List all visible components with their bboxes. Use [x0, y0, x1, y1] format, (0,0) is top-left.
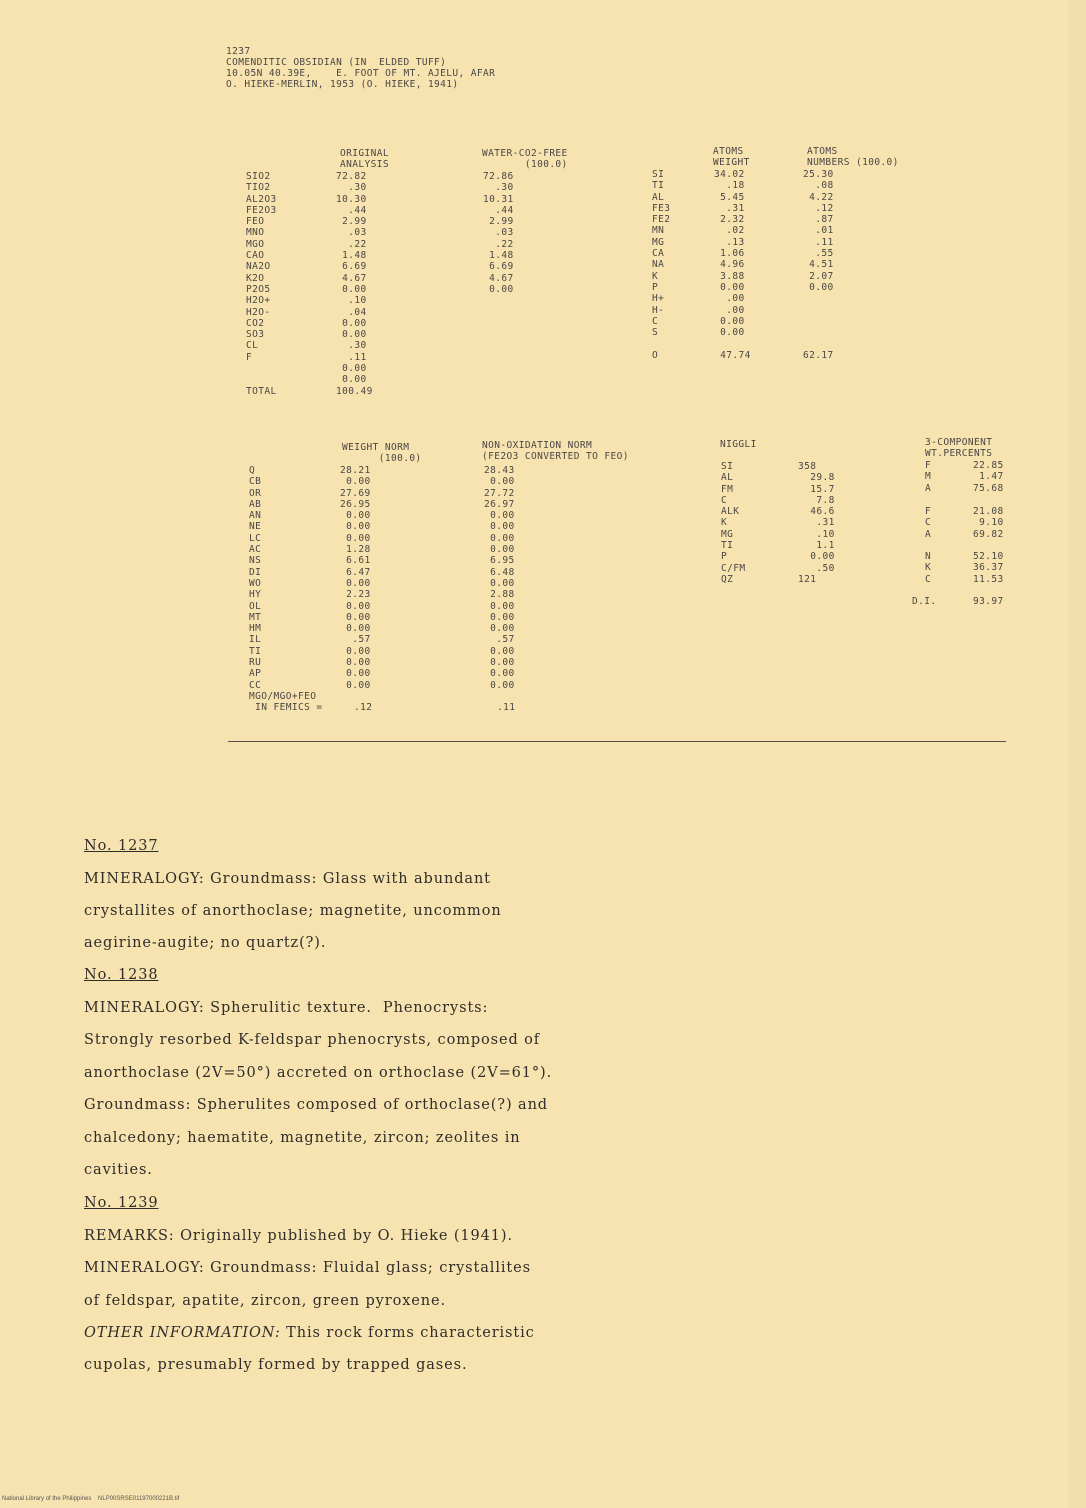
note-1238-line: Strongly resorbed K-feldspar phenocrysts, composed of: [84, 1032, 541, 1048]
water-free-value: 10.31: [483, 193, 514, 205]
atoms-weight-value: 34.02: [714, 169, 745, 180]
weight-norm-value: 0.00: [340, 645, 371, 657]
niggli-label: MG: [721, 528, 734, 540]
water-free-heading: WATER-CO2-FREE (100.0): [482, 148, 568, 171]
note-1239-line: MINERALOGY: Groundmass: Fluidal glass; crystallites: [84, 1260, 531, 1276]
niggli-label: P: [721, 551, 728, 563]
atoms-numbers-value: [803, 316, 834, 327]
oxide-labels-column: [246, 171, 277, 397]
three-component-value: 11.53: [973, 573, 1004, 585]
mineral-label: CB: [249, 476, 262, 488]
oxide-label: MGO: [246, 238, 265, 250]
three-component-label: F: [925, 460, 932, 471]
three-component-label: M: [925, 471, 932, 483]
note-1239-line: of feldspar, apatite, zircon, green pyroxene.: [84, 1293, 447, 1309]
original-value: 2.99: [336, 216, 367, 228]
oxide-label: H2O-: [246, 306, 271, 318]
oxide-label: FE2O3: [246, 204, 277, 216]
niggli-value: 7.8: [798, 494, 835, 506]
atoms-numbers-value: 25.30: [803, 169, 834, 180]
three-component-value: 1.47: [973, 471, 1004, 483]
di-value: 93.97: [973, 596, 1004, 607]
niggli-value: .31: [798, 517, 835, 529]
weight-norm-value: 6.61: [340, 555, 371, 567]
weight-norm-value: 28.21: [340, 465, 371, 476]
mineral-label: AB: [249, 498, 262, 510]
weight-norm-value: 2.23: [340, 589, 371, 601]
non-oxidation-norm-value: 28.43: [484, 465, 515, 476]
element-label: K: [652, 270, 659, 282]
oxide-label: NA2O: [246, 261, 271, 273]
atoms-weight-value: .31: [714, 202, 745, 214]
element-label: MG: [652, 236, 665, 248]
original-values-column: [336, 171, 373, 397]
original-value: 4.67: [336, 272, 367, 284]
atoms-weight-value: .13: [714, 236, 745, 248]
atoms-numbers-heading: ATOMS NUMBERS (100.0): [807, 146, 899, 169]
atoms-weight-value: 1.06: [714, 248, 745, 260]
water-free-values-column: [483, 171, 514, 295]
three-component-value: 21.08: [973, 506, 1004, 517]
atoms-weight-value: .00: [714, 293, 745, 305]
atoms-numbers-value: [803, 305, 834, 316]
mg-ratio-weight-norm: .12: [354, 702, 373, 713]
atoms-numbers-value: .01: [803, 225, 834, 237]
atoms-weight-value: 5.45: [714, 191, 745, 203]
three-component-value: 75.68: [973, 482, 1004, 494]
weight-norm-value: 0.00: [340, 577, 371, 589]
weight-norm-value: 26.95: [340, 498, 371, 510]
atoms-numbers-value: .12: [803, 202, 834, 214]
niggli-value: .50: [798, 562, 835, 574]
non-oxidation-norm-value: 0.00: [484, 623, 515, 635]
non-oxidation-norm-value: 0.00: [484, 657, 515, 669]
three-component-label: F: [925, 506, 932, 517]
weight-norm-value: 6.47: [340, 566, 371, 578]
weight-norm-value: 0.00: [340, 521, 371, 533]
atoms-weight-value: .00: [714, 304, 745, 316]
mineral-label: AC: [249, 544, 262, 556]
non-oxidation-norm-value: 2.88: [484, 589, 515, 601]
atoms-weight-heading: ATOMS WEIGHT: [713, 146, 750, 169]
weight-norm-value: 0.00: [340, 476, 371, 488]
water-free-value: 72.86: [483, 171, 514, 182]
niggli-label: C/FM: [721, 562, 746, 574]
three-component-labels: [925, 506, 931, 540]
niggli-heading: NIGGLI: [720, 439, 757, 450]
mineral-labels-column: [249, 465, 261, 691]
element-label: S: [652, 327, 659, 339]
weight-norm-value: 0.00: [340, 623, 371, 635]
atoms-numbers-value: 62.17: [803, 349, 834, 361]
non-oxidation-norm-value: 0.00: [484, 521, 515, 533]
mineral-label: Q: [249, 465, 256, 476]
note-1239-line: cupolas, presumably formed by trapped gases.: [84, 1357, 468, 1373]
oxide-label: TIO2: [246, 182, 271, 194]
reference: O. HIEKE-MERLIN, 1953 (O. HIEKE, 1941): [226, 79, 459, 90]
rock-name: COMENDITIC OBSIDIAN (IN ELDED TUFF): [226, 57, 447, 68]
atoms-weight-value: 3.88: [714, 270, 745, 282]
element-label: [652, 338, 670, 349]
location: 10.05N 40.39E, E. FOOT OF MT. AJELU, AFAR: [226, 68, 496, 79]
oxide-label: [246, 374, 277, 385]
three-component-heading: 3-COMPONENT WT.PERCENTS: [925, 437, 993, 460]
weight-norm-value: 0.00: [340, 611, 371, 623]
note-1238-line: cavities.: [84, 1162, 153, 1178]
note-1237-heading: No. 1237: [84, 838, 159, 854]
atoms-numbers-value: 4.22: [803, 191, 834, 203]
element-label: H+: [652, 293, 665, 305]
atoms-numbers-value: [803, 338, 834, 349]
three-component-label: K: [925, 562, 932, 574]
mineral-label: HY: [249, 589, 262, 601]
atoms-weight-value: [714, 338, 751, 349]
original-analysis-heading: ORIGINAL ANALYSIS: [340, 148, 389, 171]
note-1237-line: aegirine-augite; no quartz(?).: [84, 935, 327, 951]
non-oxidation-norm-value: 0.00: [484, 476, 515, 488]
weight-norm-value: 0.00: [340, 679, 371, 691]
element-label: C: [652, 315, 659, 327]
note-1238-line: anorthoclase (2V=50°) accreted on orthoclase (2V=61°).: [84, 1065, 553, 1081]
niggli-value: .10: [798, 528, 835, 540]
other-information-label: OTHER INFORMATION:: [84, 1325, 281, 1341]
three-component-labels: [925, 551, 931, 585]
niggli-value: 29.8: [798, 472, 835, 484]
mineral-label: MT: [249, 611, 262, 623]
non-oxidation-norm-value: 0.00: [484, 577, 515, 589]
atoms-numbers-value: 2.07: [803, 270, 834, 282]
divider-line: [228, 741, 1006, 742]
niggli-label: AL: [721, 472, 734, 484]
original-value: 0.00: [336, 283, 367, 295]
original-value: .30: [336, 182, 367, 194]
oxide-label: H2O+: [246, 295, 271, 307]
three-component-value: 52.10: [973, 551, 1004, 562]
oxide-label: TOTAL: [246, 385, 277, 397]
note-1239-line: REMARKS: Originally published by O. Hieke (1941).: [84, 1228, 513, 1244]
water-free-value: 2.99: [483, 216, 514, 228]
atoms-numbers-value: 0.00: [803, 281, 834, 293]
three-component-value: 22.85: [973, 460, 1004, 471]
mineral-label: RU: [249, 657, 262, 669]
original-value: .30: [336, 340, 367, 352]
mg-ratio-non-oxidation: .11: [497, 702, 516, 713]
original-value: 6.69: [336, 261, 367, 273]
mineral-label: TI: [249, 645, 262, 657]
atoms-numbers-value: 4.51: [803, 259, 834, 271]
three-component-label: C: [925, 517, 932, 529]
niggli-value: 46.6: [798, 506, 835, 518]
weight-norm-value: 0.00: [340, 600, 371, 612]
note-1237-line: MINERALOGY: Groundmass: Glass with abundant: [84, 871, 491, 887]
non-oxidation-norm-value: 0.00: [484, 510, 515, 522]
sample-number: 1237: [226, 46, 251, 57]
original-value: .03: [336, 227, 367, 239]
niggli-label: K: [721, 517, 728, 529]
atoms-numbers-value: .08: [803, 180, 834, 192]
original-value: 0.00: [336, 374, 367, 386]
original-value: .10: [336, 295, 367, 307]
page-edge: [1068, 0, 1086, 1508]
weight-norm-value: 1.28: [340, 544, 371, 556]
weight-norm-value: 0.00: [340, 657, 371, 669]
note-1239-line: [84, 1325, 535, 1341]
atoms-numbers-value: .87: [803, 214, 834, 226]
niggli-label: ALK: [721, 506, 740, 518]
original-value: 0.00: [336, 317, 367, 329]
mineral-label: AP: [249, 668, 262, 680]
weight-norm-heading: WEIGHT NORM (100.0): [342, 442, 422, 465]
atoms-weight-value: 4.96: [714, 259, 745, 271]
original-value: .11: [336, 351, 367, 363]
oxide-label: FEO: [246, 216, 265, 228]
mineral-label: CC: [249, 679, 262, 691]
oxide-label: CO2: [246, 317, 265, 329]
original-value: .22: [336, 238, 367, 250]
atoms-weight-value: 47.74: [714, 349, 751, 361]
atoms-weight-value: 0.00: [714, 315, 745, 327]
atoms-weight-value: 2.32: [714, 214, 745, 226]
niggli-value: 1.1: [798, 540, 835, 552]
mineral-label: AN: [249, 510, 262, 522]
non-oxidation-norm-value: .57: [484, 634, 515, 646]
water-free-value: .30: [483, 182, 514, 194]
non-oxidation-norm-value: 0.00: [484, 544, 515, 556]
note-1238-heading: No. 1238: [84, 967, 159, 983]
niggli-label: C: [721, 494, 728, 506]
water-free-value: .22: [483, 238, 514, 250]
oxide-label: CAO: [246, 250, 265, 262]
non-oxidation-norm-heading: NON-OXIDATION NORM (FE2O3 CONVERTED TO FEO): [482, 440, 629, 463]
atoms-weight-value: 0.00: [714, 327, 745, 339]
element-label: NA: [652, 259, 665, 271]
non-oxidation-norm-value: 0.00: [484, 611, 515, 623]
original-value: 0.00: [336, 363, 367, 375]
element-label: FE3: [652, 202, 671, 214]
three-component-values: [973, 506, 1004, 540]
niggli-value: 121: [798, 573, 817, 585]
note-1238-line: chalcedony; haematite, magnetite, zircon; zeolites in: [84, 1130, 521, 1146]
non-oxidation-norm-value: 0.00: [484, 532, 515, 544]
water-free-value: .03: [483, 227, 514, 239]
water-free-value: 4.67: [483, 272, 514, 284]
original-value: 0.00: [336, 329, 367, 341]
element-label: CA: [652, 248, 665, 260]
mineral-label: LC: [249, 532, 262, 544]
original-value: .04: [336, 306, 367, 318]
note-1237-line: crystallites of anorthoclase; magnetite, uncommon: [84, 903, 502, 919]
niggli-value: 0.00: [798, 551, 835, 563]
weight-norm-value: 0.00: [340, 668, 371, 680]
weight-norm-column: [340, 465, 371, 691]
oxide-label: F: [246, 351, 253, 363]
niggli-value: 15.7: [798, 483, 835, 495]
water-free-value: 6.69: [483, 261, 514, 273]
oxide-label: SIO2: [246, 171, 271, 182]
oxide-label: P2O5: [246, 283, 271, 295]
atoms-weight-value: 0.00: [714, 281, 745, 293]
atoms-numbers-value: .11: [803, 236, 834, 248]
three-component-label: A: [925, 528, 932, 540]
non-oxidation-norm-value: 26.97: [484, 498, 515, 510]
niggli-label: TI: [721, 540, 734, 552]
three-component-value: 9.10: [973, 517, 1004, 529]
three-component-label: C: [925, 573, 932, 585]
note-1238-line: MINERALOGY: Spherulitic texture. Phenocrysts:: [84, 1000, 489, 1016]
niggli-label: SI: [721, 461, 734, 472]
non-oxidation-norm-value: 0.00: [484, 600, 515, 612]
note-1238-line: Groundmass: Spherulites composed of orthoclase(?) and: [84, 1097, 548, 1113]
element-label: TI: [652, 180, 665, 192]
oxide-label: K2O: [246, 272, 265, 284]
weight-norm-value: .57: [340, 634, 371, 646]
element-label: AL: [652, 191, 665, 203]
mineral-label: OL: [249, 600, 262, 612]
three-component-value: 36.37: [973, 562, 1004, 574]
non-oxidation-norm-value: 0.00: [484, 679, 515, 691]
element-label: O: [652, 349, 659, 361]
non-oxidation-norm-value: 27.72: [484, 487, 515, 499]
oxide-label: [246, 363, 277, 374]
water-free-value: 0.00: [483, 283, 514, 295]
oxide-label: MNO: [246, 227, 265, 239]
mineral-label: WO: [249, 577, 262, 589]
oxide-label: SO3: [246, 329, 265, 341]
atoms-weight-value: .02: [714, 225, 745, 237]
mineral-label: NS: [249, 555, 262, 567]
weight-norm-value: 0.00: [340, 510, 371, 522]
non-oxidation-norm-value: 6.48: [484, 566, 515, 578]
original-value: .44: [336, 204, 367, 216]
atoms-numbers-value: .55: [803, 248, 834, 260]
scan-footer: National Library of the Philippines NLP00SRSE01197000221B.tif: [2, 1496, 180, 1502]
weight-norm-value: 27.69: [340, 487, 371, 499]
three-component-value: 69.82: [973, 528, 1004, 540]
niggli-values-column: [798, 461, 835, 585]
element-label: SI: [652, 169, 665, 180]
non-oxidation-norm-value: 0.00: [484, 645, 515, 657]
original-value: 100.49: [336, 385, 373, 397]
niggli-labels-column: [721, 461, 745, 585]
oxide-label: CL: [246, 340, 259, 352]
three-component-labels: [925, 460, 931, 494]
three-component-values: [973, 551, 1004, 585]
three-component-label: A: [925, 482, 932, 494]
atoms-numbers-value: [803, 293, 834, 304]
oxide-label: AL2O3: [246, 193, 277, 205]
element-label: FE2: [652, 214, 671, 226]
niggli-label: QZ: [721, 573, 734, 585]
note-1239-heading: No. 1239: [84, 1195, 159, 1211]
water-free-value: .44: [483, 204, 514, 216]
original-value: 72.82: [336, 171, 367, 182]
original-value: 1.48: [336, 250, 367, 262]
non-oxidation-norm-value: 0.00: [484, 668, 515, 680]
di-label: D.I.: [912, 596, 937, 607]
water-free-value: 1.48: [483, 250, 514, 262]
non-oxidation-norm-value: 6.95: [484, 555, 515, 567]
mineral-label: NE: [249, 521, 262, 533]
mineral-label: HM: [249, 623, 262, 635]
three-component-label: N: [925, 551, 932, 562]
niggli-value: 358: [798, 461, 817, 472]
element-label: MN: [652, 225, 665, 237]
non-oxidation-norm-column: [484, 465, 515, 691]
atoms-numbers-column: [803, 169, 834, 361]
other-information-text: This rock forms characteristic: [280, 1325, 535, 1341]
element-label: P: [652, 281, 659, 293]
atoms-weight-column: [714, 169, 751, 361]
mg-ratio-label: MGO/MGO+FEO IN FEMICS =: [249, 691, 323, 714]
atoms-weight-value: .18: [714, 180, 745, 192]
weight-norm-value: 0.00: [340, 532, 371, 544]
original-value: 10.30: [336, 193, 367, 205]
niggli-label: FM: [721, 483, 734, 495]
mineral-label: DI: [249, 566, 262, 578]
element-labels-column: [652, 169, 670, 361]
element-label: H-: [652, 304, 665, 316]
atoms-numbers-value: [803, 327, 834, 338]
mineral-label: IL: [249, 634, 262, 646]
mineral-label: OR: [249, 487, 262, 499]
three-component-values: [973, 460, 1004, 494]
